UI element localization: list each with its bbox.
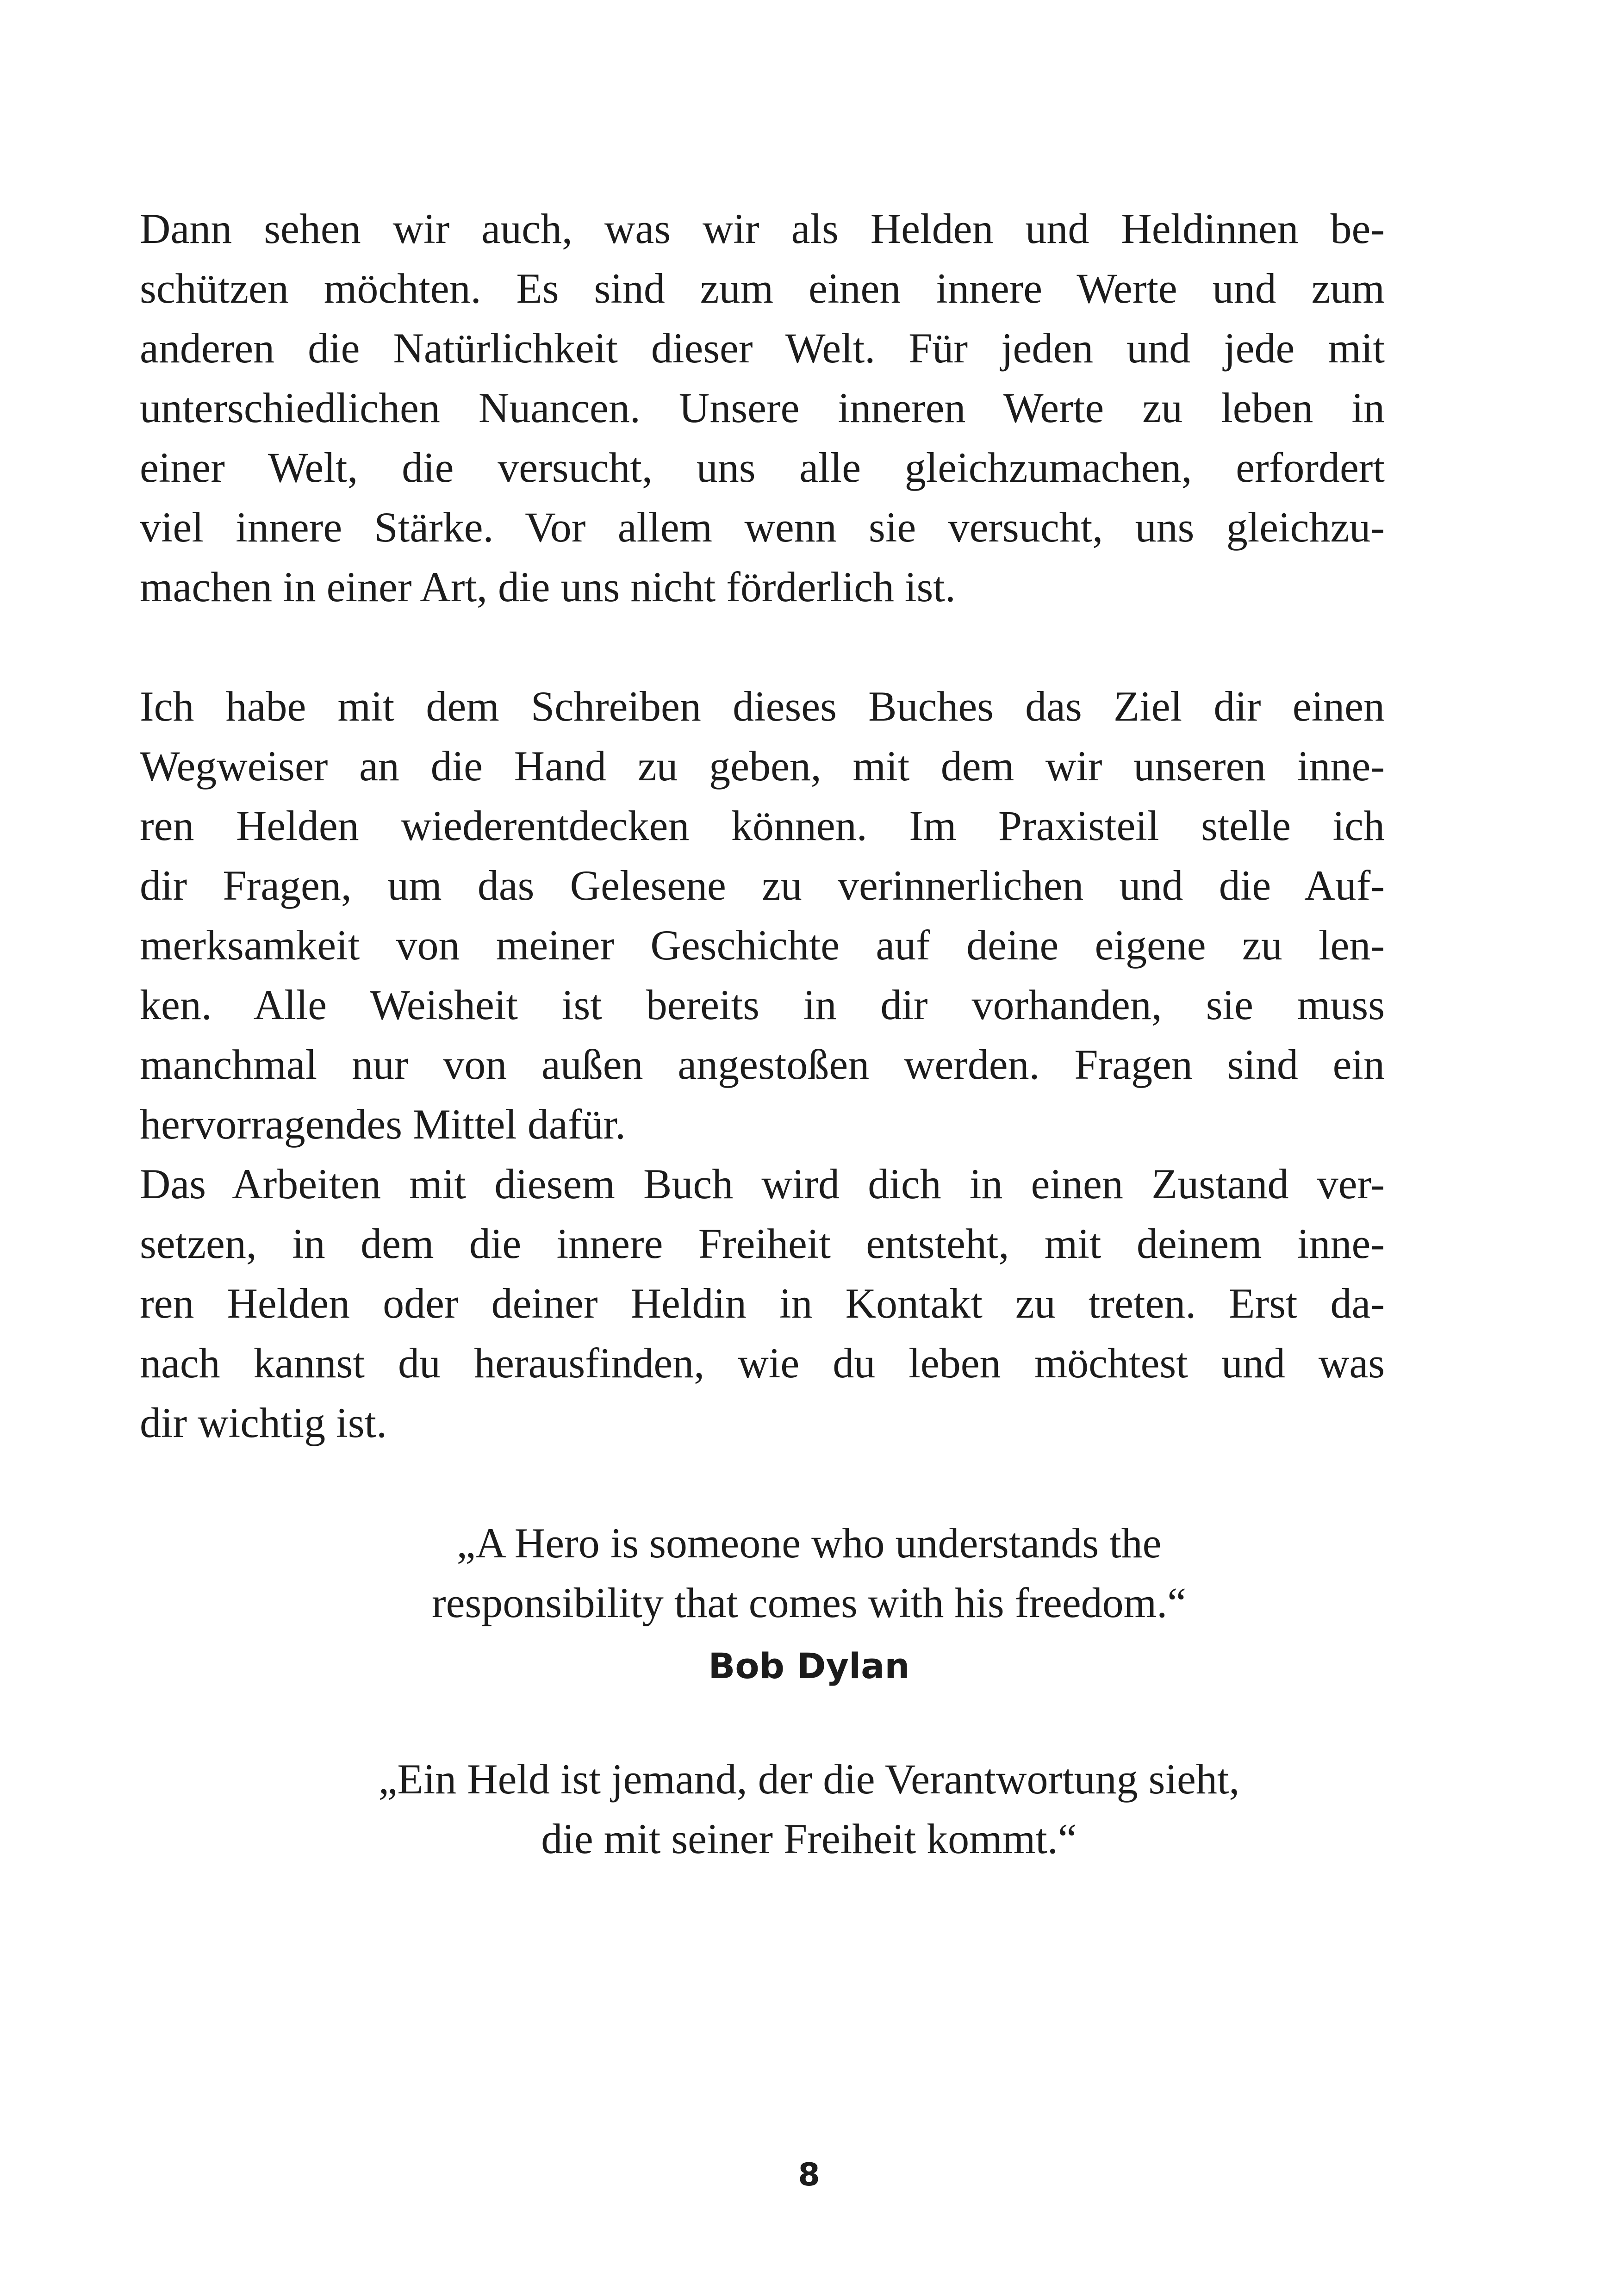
text-line: Ich habe mit dem Schreiben dieses Buches das Ziel dir einen: [140, 683, 1385, 730]
text-line: viel innere Stärke. Vor allem wenn sie versucht, uns gleichzu-: [140, 504, 1385, 551]
paragraph-spacer: [140, 617, 1385, 677]
text-line: Das Arbeiten mit diesem Buch wird dich in einen Zustand ver-: [140, 1160, 1385, 1207]
quote-line: responsibility that comes with his freedom.“: [431, 1579, 1187, 1626]
quote-german: [0, 1749, 1618, 1869]
quote-line: die mit seiner Freiheit kommt.“: [541, 1815, 1077, 1862]
quote-english: [0, 1513, 1618, 1633]
text-line: ren Helden oder deiner Heldin in Kontakt zu treten. Erst da-: [140, 1280, 1385, 1327]
text-line: dir wichtig ist.: [140, 1399, 387, 1446]
text-line: einer Welt, die versucht, uns alle gleichzumachen, erfordert: [140, 444, 1385, 491]
text-line: merksamkeit von meiner Geschichte auf deine eigene zu len-: [140, 921, 1385, 969]
page-number: 8: [798, 2157, 820, 2193]
paragraph-2: [140, 677, 1385, 1154]
quote-author: Bob Dylan: [708, 1645, 910, 1686]
paragraph-3: [140, 1154, 1385, 1453]
text-line: dir Fragen, um das Gelesene zu verinnerlichen und die Auf-: [140, 862, 1385, 909]
text-line: Wegweiser an die Hand zu geben, mit dem wir unseren inne-: [140, 742, 1385, 790]
text-line: anderen die Natürlichkeit dieser Welt. Für jeden und jede mit: [140, 324, 1385, 372]
text-line: Dann sehen wir auch, was wir als Helden und Heldinnen be-: [140, 205, 1385, 252]
text-line: unterschiedlichen Nuancen. Unsere inneren Werte zu leben in: [140, 384, 1385, 431]
text-line: hervorragendes Mittel dafür.: [140, 1101, 626, 1148]
quote-line: „A Hero is someone who understands the: [456, 1519, 1162, 1567]
text-line: manchmal nur von außen angestoßen werden. Fragen sind ein: [140, 1041, 1385, 1088]
main-text: [140, 199, 1385, 1453]
quote-line: „Ein Held ist jemand, der die Verantwortung sieht,: [378, 1755, 1240, 1803]
text-line: ken. Alle Weisheit ist bereits in dir vorhanden, sie muss: [140, 981, 1385, 1028]
text-line: machen in einer Art, die uns nicht förderlich ist.: [140, 563, 956, 610]
text-line: ren Helden wiederentdecken können. Im Praxisteil stelle ich: [140, 802, 1385, 849]
paragraph-1: [140, 199, 1385, 617]
text-line: setzen, in dem die innere Freiheit entsteht, mit deinem inne-: [140, 1220, 1385, 1267]
text-line: schützen möchten. Es sind zum einen innere Werte und zum: [140, 265, 1385, 312]
text-line: nach kannst du herausfinden, wie du leben möchtest und was: [140, 1339, 1385, 1387]
